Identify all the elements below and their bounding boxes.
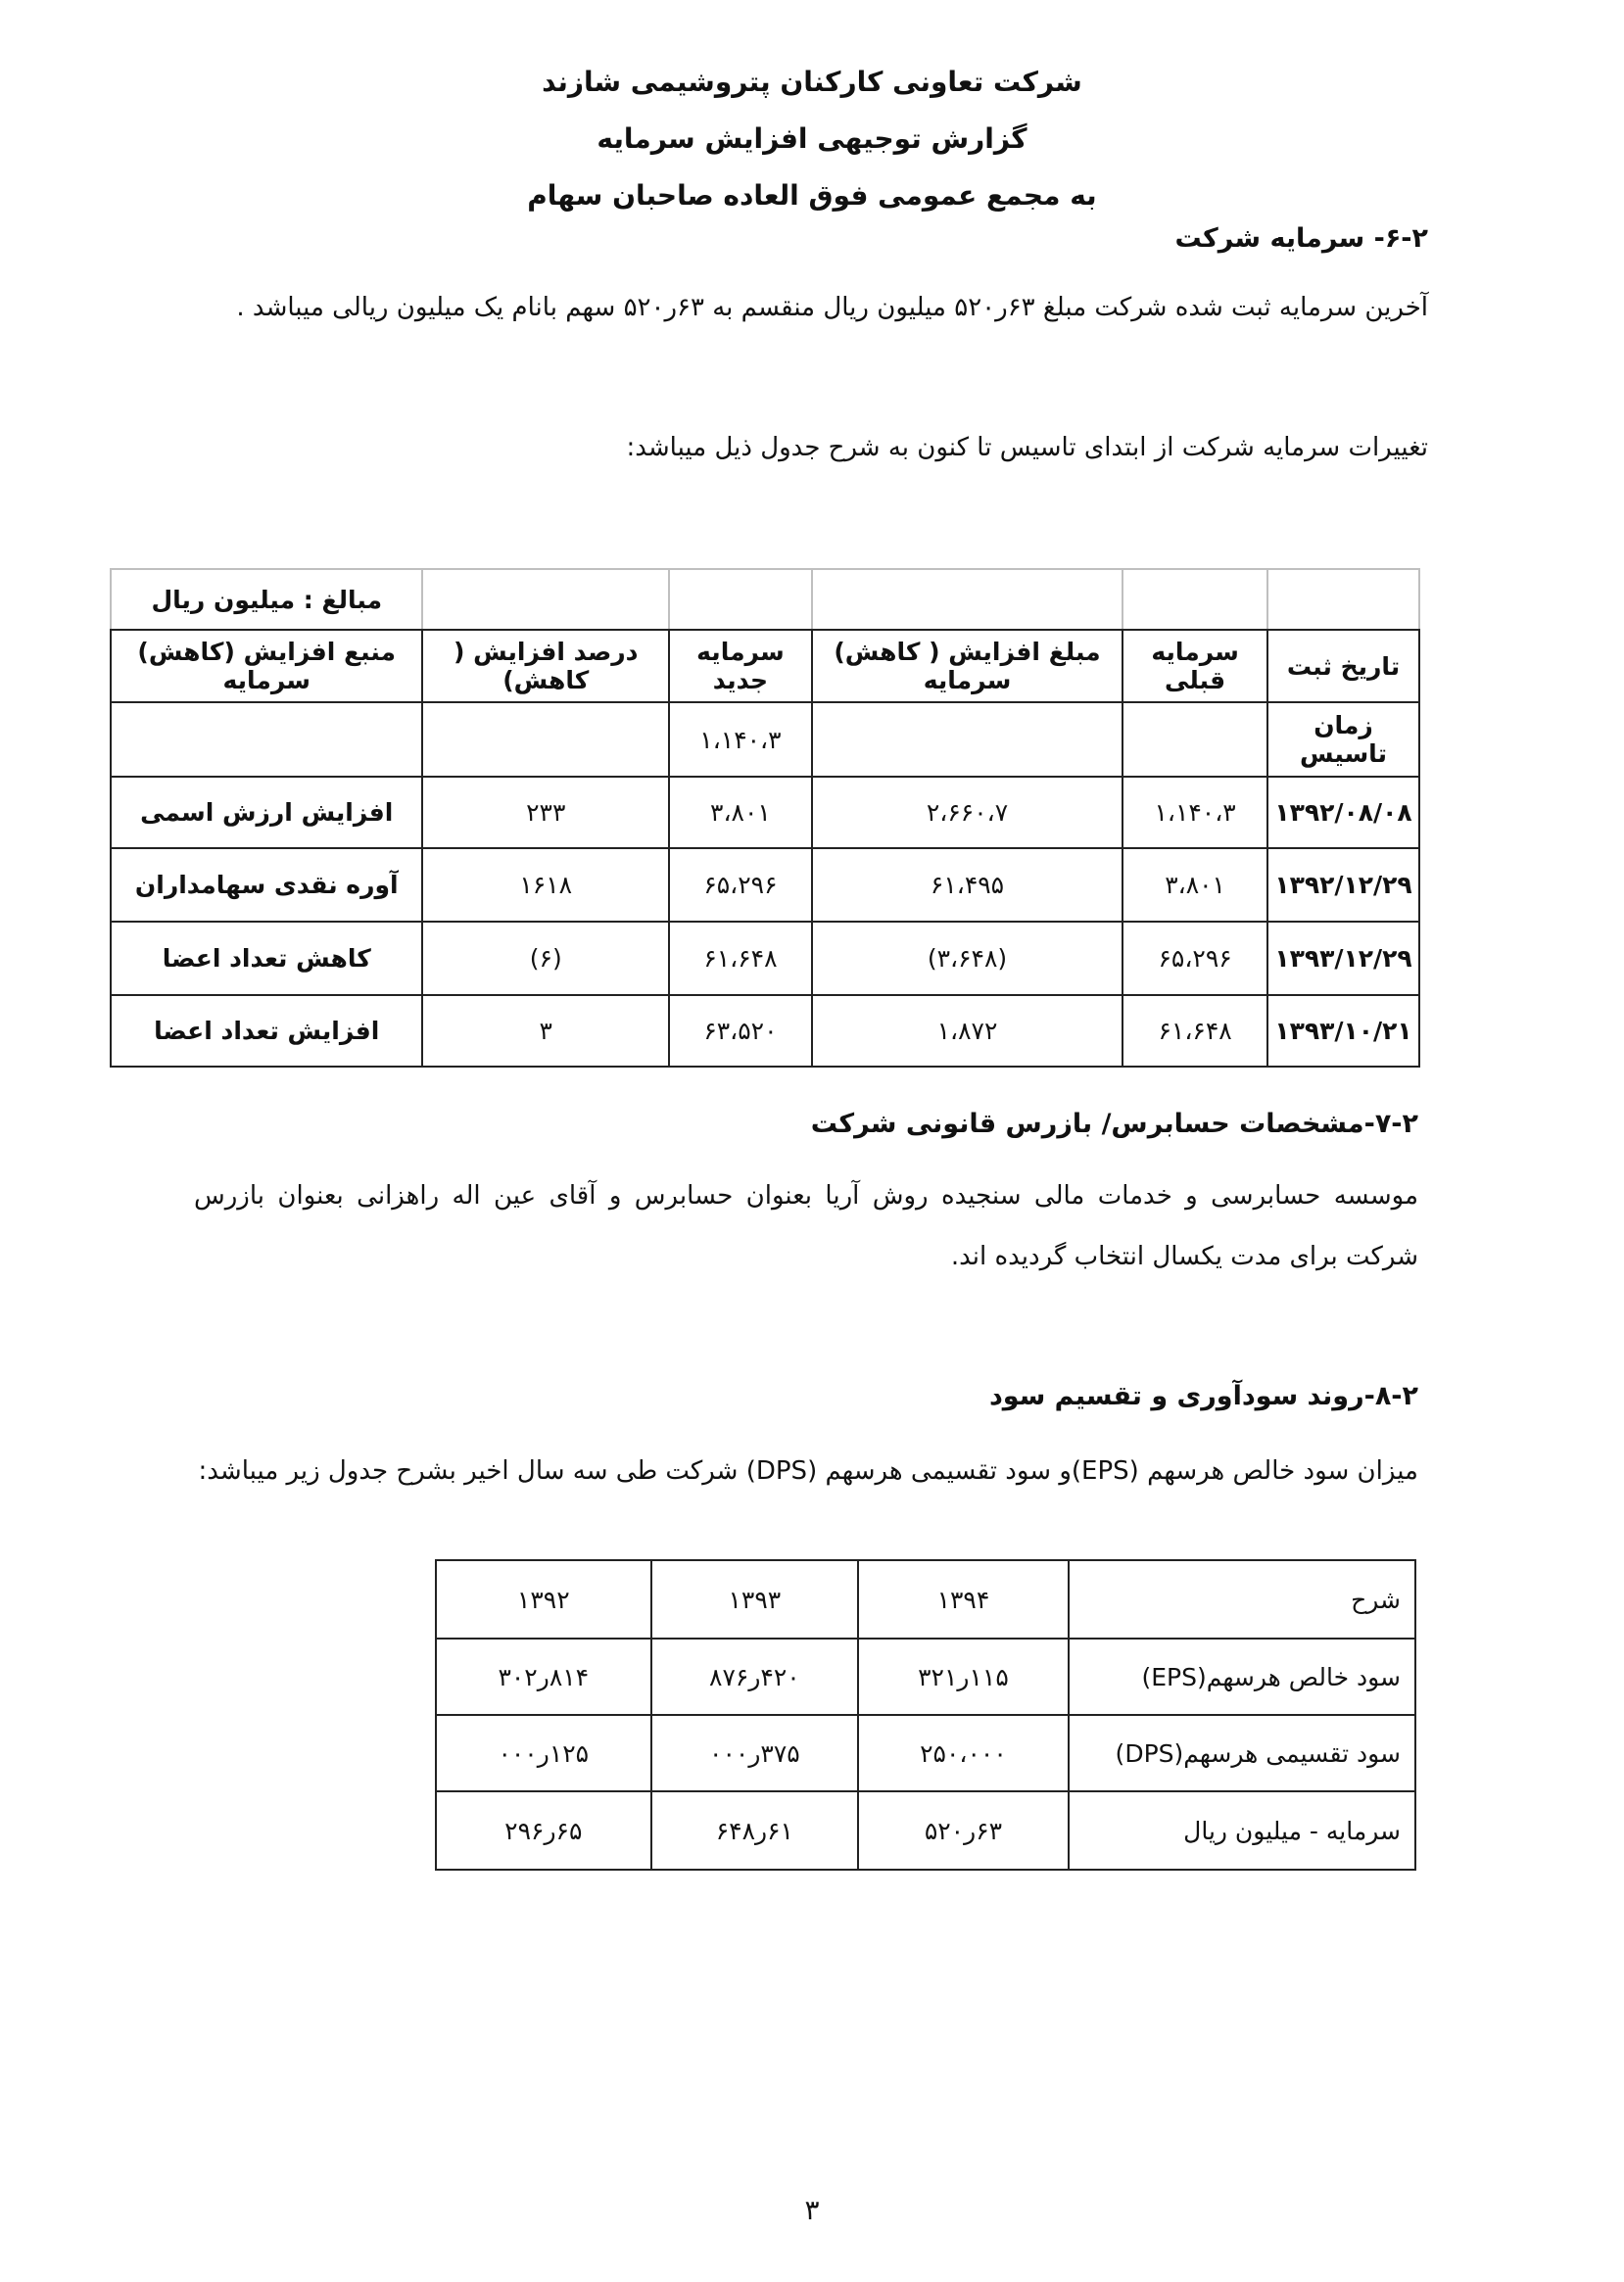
table-cell: ۶۵،۲۹۶ (1122, 922, 1267, 995)
table-cell: ۸۱۴ر۳۰۲ (436, 1639, 651, 1715)
table-header-row (436, 1560, 1415, 1639)
table-cell: ۳،۸۰۱ (1122, 848, 1267, 922)
table-cell: زمان تاسیس (1267, 702, 1419, 777)
table-cell: ۶۱،۶۴۸ (1122, 995, 1267, 1067)
column-header: سرمایه قبلی (1122, 630, 1267, 702)
table-header-row (111, 630, 1419, 702)
table-cell: ۱۳۹۲/۰۸/۰۸ (1267, 777, 1419, 848)
page-number: ۳ (804, 2194, 820, 2226)
table-cell: ۴۲۰ر۸۷۶ (651, 1639, 859, 1715)
table-row (111, 777, 1419, 848)
table-cell (111, 702, 422, 777)
column-header: سرمایه جدید (669, 630, 812, 702)
table-row (111, 702, 1419, 777)
unit-note: مبالغ : میلیون ریال (111, 569, 422, 630)
table-cell: ۶۱ر۶۴۸ (651, 1791, 859, 1870)
table-cell: سود تقسیمی هرسهم(DPS) (1069, 1715, 1415, 1791)
profit-table (435, 1559, 1416, 1871)
column-header: تاریخ ثبت (1267, 630, 1419, 702)
document-header (0, 54, 1624, 224)
table-cell: ۶۵،۲۹۶ (669, 848, 812, 922)
table-cell (422, 702, 669, 777)
capital-table-intro: تغییرات سرمایه شرکت از ابتدای تاسیس تا کنون به شرح جدول ذیل میباشد: (626, 433, 1428, 462)
table-cell: ۶۱،۴۹۵ (812, 848, 1122, 922)
table-cell: ۱۳۹۲/۱۲/۲۹ (1267, 848, 1419, 922)
table-cell: ۶۳ر۵۲۰ (858, 1791, 1069, 1870)
table-row (436, 1715, 1415, 1791)
table-cell: ۲،۶۶۰،۷ (812, 777, 1122, 848)
table-cell: کاهش تعداد اعضا (111, 922, 422, 995)
table-cell: ۶۳،۵۲۰ (669, 995, 812, 1067)
profit-heading: ۸-۲-روند سودآوری و تقسیم سود (988, 1381, 1418, 1411)
column-header: ۱۳۹۲ (436, 1560, 651, 1639)
table-cell: ۲۳۳ (422, 777, 669, 848)
table-cell: ۳۷۵ر۰۰۰ (651, 1715, 859, 1791)
table-cell: ۶۵ر۲۹۶ (436, 1791, 651, 1870)
table-cell: آوره نقدی سهامداران (111, 848, 422, 922)
table-row (111, 922, 1419, 995)
table-cell: افزایش ارزش اسمی (111, 777, 422, 848)
table-cell: ۱،۸۷۲ (812, 995, 1122, 1067)
table-row (111, 995, 1419, 1067)
table-row (436, 1791, 1415, 1870)
table-cell: ۱۳۹۳/۱۲/۲۹ (1267, 922, 1419, 995)
column-header: منبع افزایش (کاهش) سرمایه (111, 630, 422, 702)
capital-changes-table (110, 568, 1420, 1068)
table-cell: ۱۲۵ر۰۰۰ (436, 1715, 651, 1791)
table-cell (812, 702, 1122, 777)
profit-paragraph: میزان سود خالص هرسهم (EPS)و سود تقسیمی هرسهم (DPS) شرکت طی سه سال اخیر بشرح جدول زیر میباشد: (198, 1456, 1418, 1486)
column-header: ۱۳۹۴ (858, 1560, 1069, 1639)
table-row (111, 848, 1419, 922)
table-cell: (۳،۶۴۸) (812, 922, 1122, 995)
column-header: ۱۳۹۳ (651, 1560, 859, 1639)
column-header: درصد افزایش ( کاهش) (422, 630, 669, 702)
table-cell: ۲۵۰،۰۰۰ (858, 1715, 1069, 1791)
auditor-paragraph: موسسه حسابرسی و خدمات مالی سنجیده روش آریا بعنوان حسابرس و آقای عین اله راهزانی بعنوان بازرس شرکت برای مدت یکسال انتخاب گردیده اند. (194, 1181, 1418, 1271)
unit-row (111, 569, 1419, 630)
table-cell: (۶) (422, 922, 669, 995)
table-cell: ۱،۱۴۰،۳ (1122, 777, 1267, 848)
table-cell: ۱،۱۴۰،۳ (669, 702, 812, 777)
company-name: شرکت تعاونی کارکنان پتروشیمی شازند (542, 66, 1082, 98)
table-cell: ۳ (422, 995, 669, 1067)
column-header: مبلغ افزایش ( کاهش) سرمایه (812, 630, 1122, 702)
table-cell: ۱۶۱۸ (422, 848, 669, 922)
report-title: گزارش توجیهی افزایش سرمایه (597, 122, 1027, 155)
capital-heading: ۶-۲- سرمایه شرکت (1174, 223, 1428, 254)
table-cell (1122, 702, 1267, 777)
table-cell: ۱۳۹۳/۱۰/۲۱ (1267, 995, 1419, 1067)
auditor-heading: ۷-۲-مشخصات حسابرس/ بازرس قانونی شرکت (810, 1109, 1418, 1139)
table-cell: افزایش تعداد اعضا (111, 995, 422, 1067)
table-cell: سرمایه - میلیون ریال (1069, 1791, 1415, 1870)
table-cell: سود خالص هرسهم(EPS) (1069, 1639, 1415, 1715)
capital-paragraph: آخرین سرمایه ثبت شده شرکت مبلغ ۶۳ر۵۲۰ میلیون ریال منقسم به ۶۳ر۵۲۰ سهم بانام یک میلیون ریالی میباشد . (236, 293, 1428, 322)
table-cell: ۳،۸۰۱ (669, 777, 812, 848)
table-cell: ۶۱،۶۴۸ (669, 922, 812, 995)
column-header: شرح (1069, 1560, 1415, 1639)
table-row (436, 1639, 1415, 1715)
table-cell: ۱۱۵ر۳۲۱ (858, 1639, 1069, 1715)
report-subtitle: به مجمع عمومی فوق العاده صاحبان سهام (527, 179, 1097, 212)
